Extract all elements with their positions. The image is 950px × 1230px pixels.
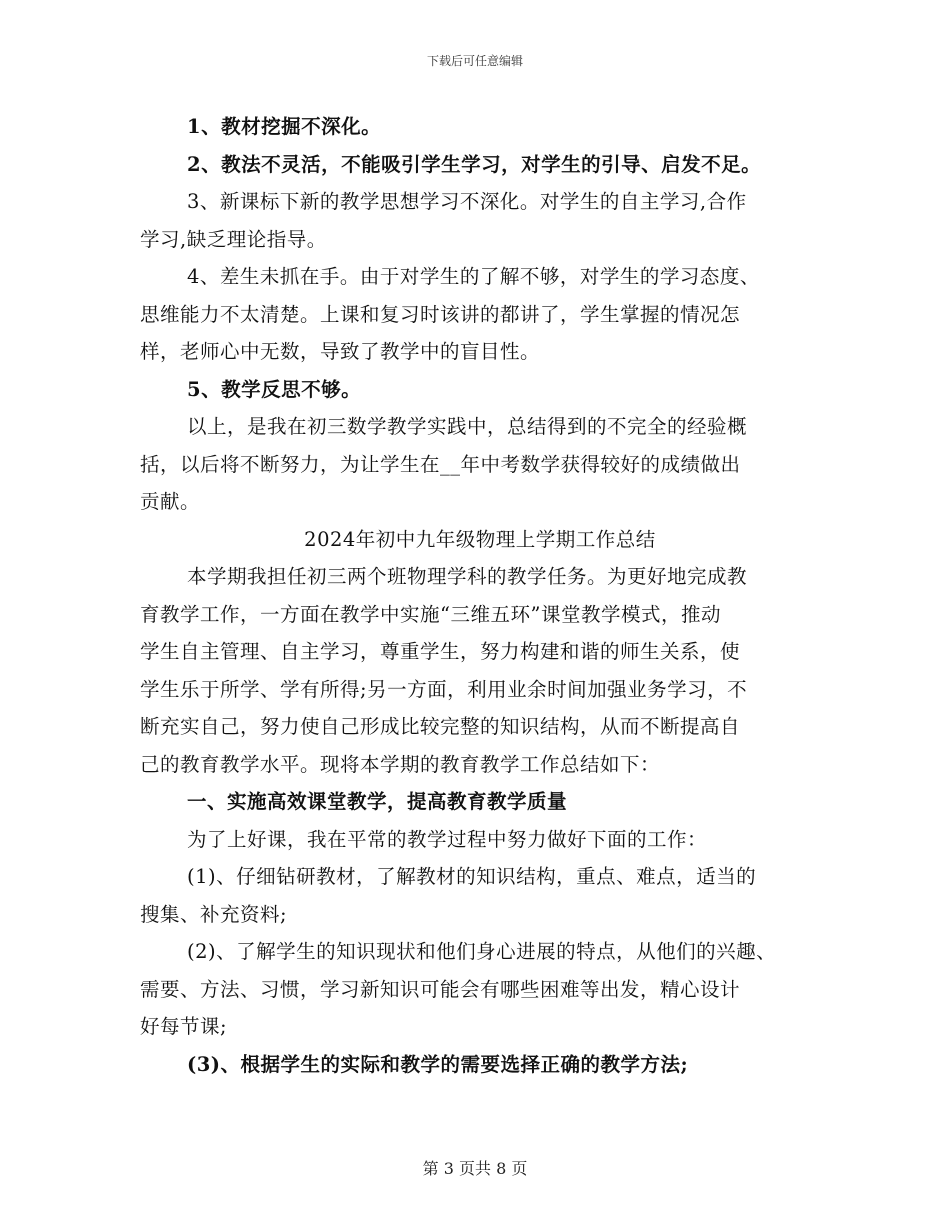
- text-line: (1)、仔细钻研教材，了解教材的知识结构，重点、难点，适当的: [187, 865, 757, 888]
- text-line: 需要、方法、习惯，学习新知识可能会有哪些困难等出发，精心设计: [140, 977, 741, 1001]
- text-line: 括，以后将不断努力，为让学生在__年中考数学获得较好的成绩做出: [140, 452, 741, 476]
- text-line: (3)、根据学生的实际和教学的需要选择正确的教学方法;: [187, 1052, 689, 1076]
- text-line: 一、实施高效课堂教学，提高教育教学质量: [187, 790, 568, 813]
- text-line: 1、教材挖掘不深化。: [187, 115, 382, 138]
- text-line: 4、差生未抓在手。由于对学生的了解不够，对学生的学习态度、: [187, 265, 760, 288]
- text-line: 以上，是我在初三数学教学实践中，总结得到的不完全的经验概: [187, 415, 748, 438]
- text-line: 思维能力不太清楚。上课和复习时该讲的都讲了，学生掌握的情况怎: [140, 302, 741, 326]
- text-line: 贡献。: [140, 490, 201, 513]
- text-line: 5、教学反思不够。: [187, 377, 362, 401]
- document-body: [140, 108, 820, 1083]
- text-line: 本学期我担任初三两个班物理学科的教学任务。为更好地完成教: [187, 565, 748, 588]
- text-line: (2)、了解学生的知识现状和他们身心进展的特点，从他们的兴趣、: [187, 940, 777, 963]
- text-line: 2、教法不灵活，不能吸引学生学习，对学生的引导、启发不足。: [187, 152, 762, 176]
- text-line: 断充实自己，努力使自己形成比较完整的知识结构，从而不断提高自: [140, 715, 741, 738]
- text-line: 育教学工作，一方面在教学中实施“三维五环”课堂教学模式，推动: [140, 602, 721, 626]
- text-line: 学习,缺乏理论指导。: [140, 227, 327, 251]
- text-line: 3、新课标下新的教学思想学习不深化。对学生的自主学习,合作: [187, 190, 747, 213]
- text-line: 学生乐于所学、学有所得;另一方面，利用业余时间加强业务学习，不: [140, 677, 748, 701]
- text-line: 搜集、补充资料;: [140, 902, 288, 926]
- section-title: 2024年初中九年级物理上学期工作总结: [304, 527, 656, 551]
- text-line: 好每节课;: [140, 1015, 228, 1038]
- page-header: 下载后可任意编辑: [426, 54, 523, 68]
- page-footer: 第 3 页共 8 页: [422, 1159, 528, 1178]
- text-line: 己的教育教学水平。现将本学期的教育教学工作总结如下：: [140, 752, 661, 776]
- text-line: 学生自主管理、自主学习，尊重学生，努力构建和谐的师生关系，使: [140, 640, 741, 663]
- text-line: 为了上好课，我在平常的教学过程中努力做好下面的工作：: [187, 827, 708, 851]
- text-line: 样，老师心中无数，导致了教学中的盲目性。: [140, 340, 541, 363]
